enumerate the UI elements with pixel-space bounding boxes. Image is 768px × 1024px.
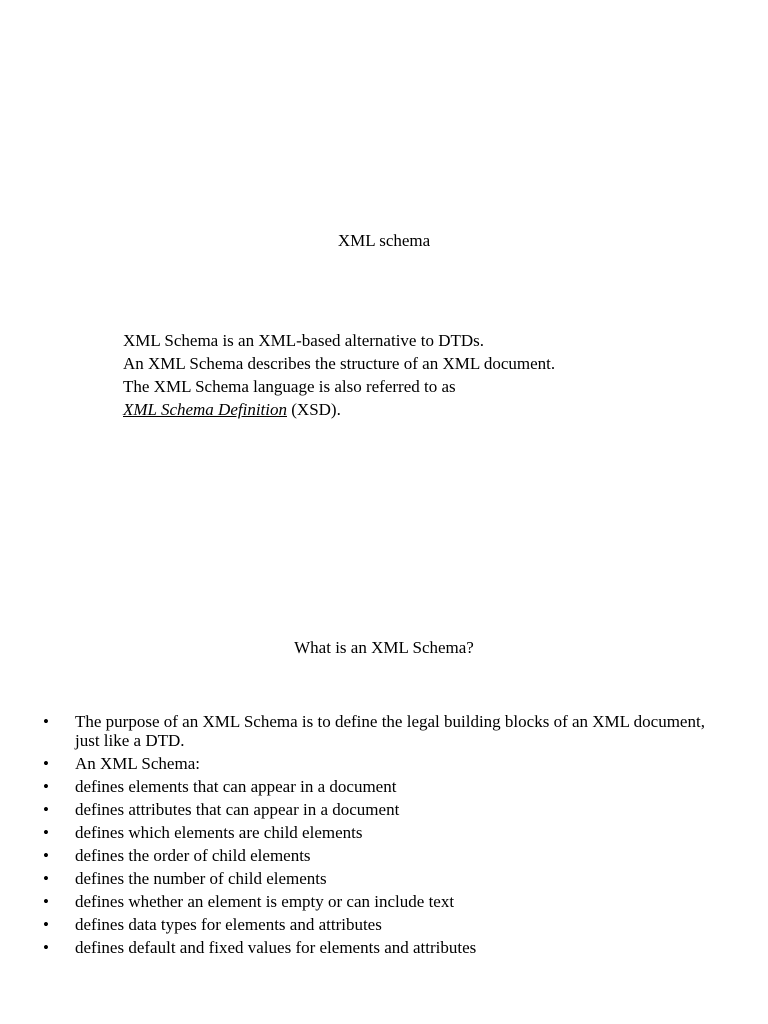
xsd-definition-link[interactable]: XML Schema Definition xyxy=(123,400,287,419)
bullet-icon: • xyxy=(43,892,49,911)
intro-line-with-link xyxy=(123,398,683,421)
bullet-icon: • xyxy=(43,823,49,842)
xsd-abbreviation: (XSD). xyxy=(287,400,341,419)
bullet-icon: • xyxy=(43,712,49,731)
list-item-text: defines data types for elements and attributes xyxy=(75,915,382,934)
section-heading: What is an XML Schema? xyxy=(294,638,474,657)
list-item xyxy=(0,754,768,773)
list-item xyxy=(0,892,768,911)
list-item-text: defines attributes that can appear in a document xyxy=(75,800,400,819)
list-item-text: defines default and fixed values for elements and attributes xyxy=(75,938,477,957)
intro-paragraph xyxy=(123,329,683,421)
list-item xyxy=(0,915,768,934)
bullet-icon: • xyxy=(43,869,49,888)
list-item-text: An XML Schema: xyxy=(75,754,200,773)
list-item-text: defines the order of child elements xyxy=(75,846,311,865)
list-item xyxy=(0,869,768,888)
list-item xyxy=(0,777,768,796)
bullet-icon: • xyxy=(43,938,49,957)
page-title: XML schema xyxy=(337,231,431,250)
list-item xyxy=(0,823,768,842)
intro-line: XML Schema is an XML-based alternative to DTDs. xyxy=(123,331,485,350)
intro-line: An XML Schema describes the structure of an XML document. xyxy=(123,354,556,373)
list-item-text: defines which elements are child elements xyxy=(75,823,363,842)
list-item-text: defines the number of child elements xyxy=(75,869,327,888)
intro-line: The XML Schema language is also referred to as xyxy=(123,377,456,396)
list-item xyxy=(0,800,768,819)
list-item-text: The purpose of an XML Schema is to define the legal building blocks of an XML document, just like a DTD. xyxy=(75,712,705,750)
list-item xyxy=(0,846,768,865)
list-item-text: defines whether an element is empty or can include text xyxy=(75,892,455,911)
list-item xyxy=(0,712,768,750)
list-item xyxy=(0,938,768,957)
list-item-text: defines elements that can appear in a document xyxy=(75,777,397,796)
bullet-icon: • xyxy=(43,846,49,865)
bullet-icon: • xyxy=(43,754,49,773)
bullet-icon: • xyxy=(43,800,49,819)
bullet-list xyxy=(0,712,768,961)
bullet-icon: • xyxy=(43,915,49,934)
bullet-icon: • xyxy=(43,777,49,796)
